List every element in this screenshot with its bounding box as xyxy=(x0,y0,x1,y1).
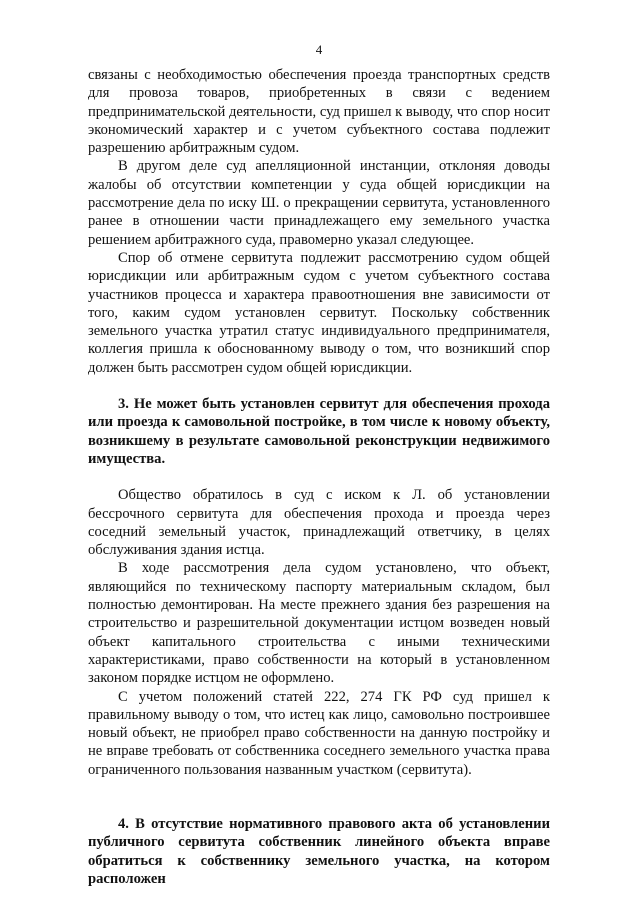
page-number: 4 xyxy=(315,42,323,57)
paragraph-company-claim: Общество обратилось в суд с иском к Л. об установлении бессрочного сервитута для обеспечения прохода и проезда через соседний земельный участок, принадлежащий ответчику, в целях обслуживания здания истца. xyxy=(88,487,550,559)
paragraph-court-conclusion: С учетом положений статей 222, 274 ГК РФ суд пришел к правильному выводу о том, что истец как лицо, самовольно построившее новый объект, не приобрел право собственности на данную постройку и не вправе требовать от собственника соседнего земельного участка права ограниченного пользования названным участком (сервитута). xyxy=(88,688,550,778)
paragraph-servitude-dispute: Спор об отмене сервитута подлежит рассмотрению судом общей юрисдикции или арбитражным судом с учетом субъектного состава участников процесса и характера правоотношения вне зависимости от того, каким судом установлен сервитут. Поскольку собственник земельного участка утратил статус индивидуального предпринимателя, коллегия пришла к обоснованному выводу о том, что возникший спор должен быть рассмотрен судом общей юрисдикции. xyxy=(88,249,550,376)
paragraph-case-findings: В ходе рассмотрения дела судом установлено, что объект, являющийся по техническому паспорту материальным складом, был полностью демонтирован. На месте прежнего здания без разрешения на строительство и разрешительной документации истцом возведен новый объект капитального строительства с иными техническими характеристиками, право собственности на который в установленном законом порядке истцом не оформлено. xyxy=(88,560,550,687)
section-heading-3: 3. Не может быть установлен сервитут для обеспечения прохода или проезда к самовольной постройке, в том числе к новому объекту, возникшему в результате самовольной реконструкции недвижимого имущества. xyxy=(88,396,550,467)
paragraph-appeal-case: В другом деле суд апелляционной инстанции, отклоняя доводы жалобы об отсутствии компетенции у суда общей юрисдикции на рассмотрение дела по иску Ш. о прекращении сервитута, установленного ранее в отношении части принадлежащего ему земельного участка решением арбитражного суда, правомерно указал следующее. xyxy=(88,158,550,248)
document-body xyxy=(88,66,550,888)
paragraph-continuation: связаны с необходимостью обеспечения проезда транспортных средств для провоза товаров, приобретенных в связи с ведением предпринимательской деятельности, суд пришел к выводу, что спор носит экономический характер и с учетом субъектного состава подлежит разрешению арбитражным судом. xyxy=(88,67,550,157)
section-heading-4: 4. В отсутствие нормативного правового акта об установлении публичного сервитута собственник линейного объекта вправе обратиться к собственнику земельного участка, на котором расположен xyxy=(88,815,550,887)
